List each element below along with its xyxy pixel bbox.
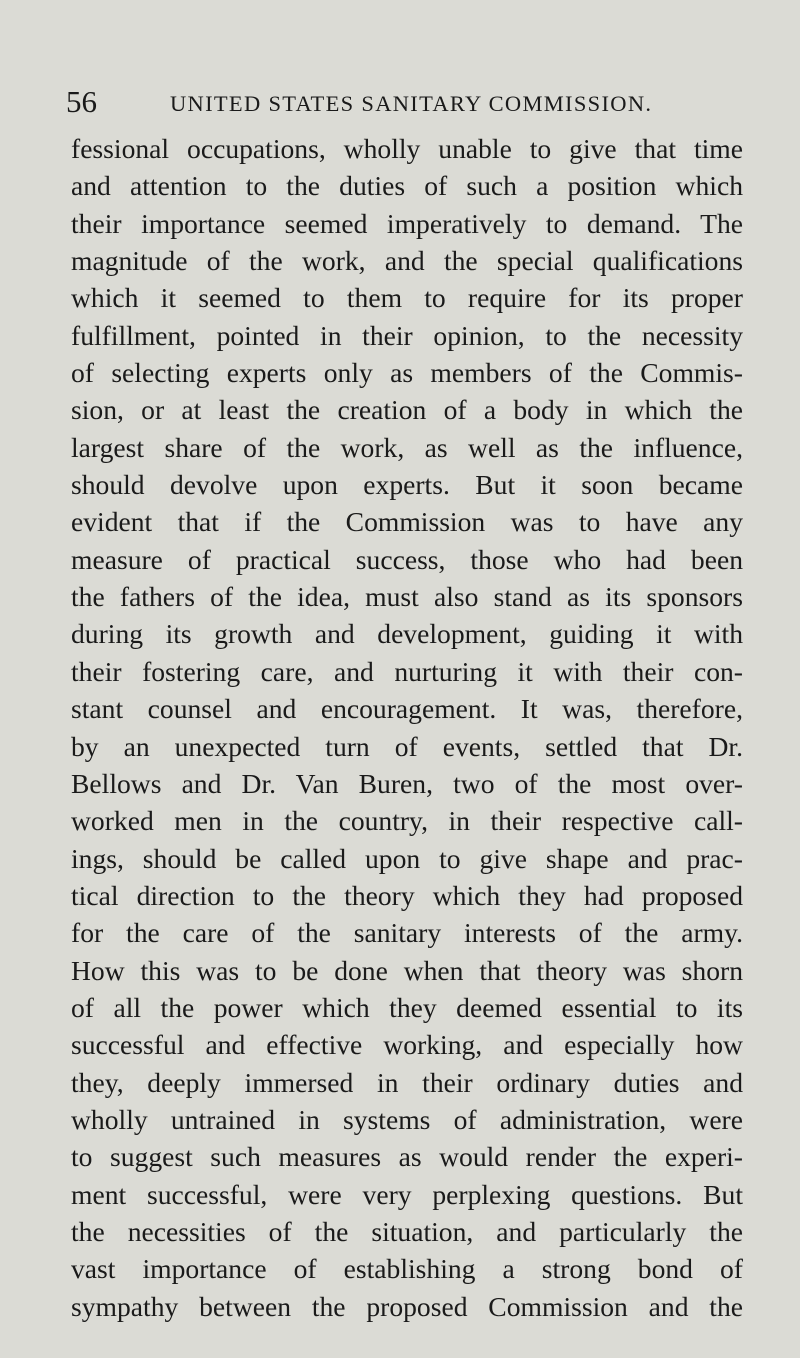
text-line: and attention to the duties of such a position which [71,170,743,202]
running-head [66,84,766,124]
text-line: largest share of the work, as well as the influence, [71,431,743,463]
text-line: stant counsel and encouragement. It was, therefore, [71,693,743,725]
text-line: the necessities of the situation, and particularly the [71,1215,743,1247]
page-number: 56 [66,84,97,119]
text-line: vast importance of establishing a strong bond of [71,1253,743,1285]
text-line: the fathers of the idea, must also stand as its sponsors [71,581,743,613]
text-line: by an unexpected turn of events, settled that Dr. [71,730,743,762]
text-line: ment successful, were very perplexing questions. But [71,1178,743,1210]
text-line: worked men in the country, in their respective call- [71,805,743,837]
text-line: sion, or at least the creation of a body in which the [71,394,743,426]
text-line: should devolve upon experts. But it soon became [71,469,743,501]
body-text [71,130,743,1325]
text-line: How this was to be done when that theory was shorn [71,954,743,986]
text-line: fessional occupations, wholly unable to give that time [71,133,743,164]
text-line: evident that if the Commission was to have any [71,506,743,538]
text-line: fulfillment, pointed in their opinion, to the necessity [71,319,743,351]
text-line: during its growth and development, guiding it with [71,618,743,650]
running-title: UNITED STATES SANITARY COMMISSION. [170,91,653,116]
text-line: of selecting experts only as members of the Commis- [71,357,743,389]
text-line: to suggest such measures as would render the experi- [71,1141,743,1173]
text-line: for the care of the sanitary interests of the army. [71,917,743,949]
text-line: wholly untrained in systems of administration, were [71,1103,743,1135]
text-line: sympathy between the proposed Commission and the [71,1290,743,1322]
text-line: magnitude of the work, and the special qualifications [71,245,743,277]
text-line: of all the power which they deemed essential to its [71,991,743,1023]
text-line: their importance seemed imperatively to demand. The [71,207,743,239]
text-line: measure of practical success, those who had been [71,543,743,575]
text-line: tical direction to the theory which they had proposed [71,879,743,911]
text-line: which it seemed to them to require for its proper [71,282,743,314]
text-line: successful and effective working, and especially how [71,1029,743,1061]
text-line: ings, should be called upon to give shape and prac- [71,842,743,874]
text-line: their fostering care, and nurturing it with their con- [71,655,743,687]
text-line: they, deeply immersed in their ordinary duties and [71,1066,743,1098]
text-line: Bellows and Dr. Van Buren, two of the most over- [71,767,743,799]
